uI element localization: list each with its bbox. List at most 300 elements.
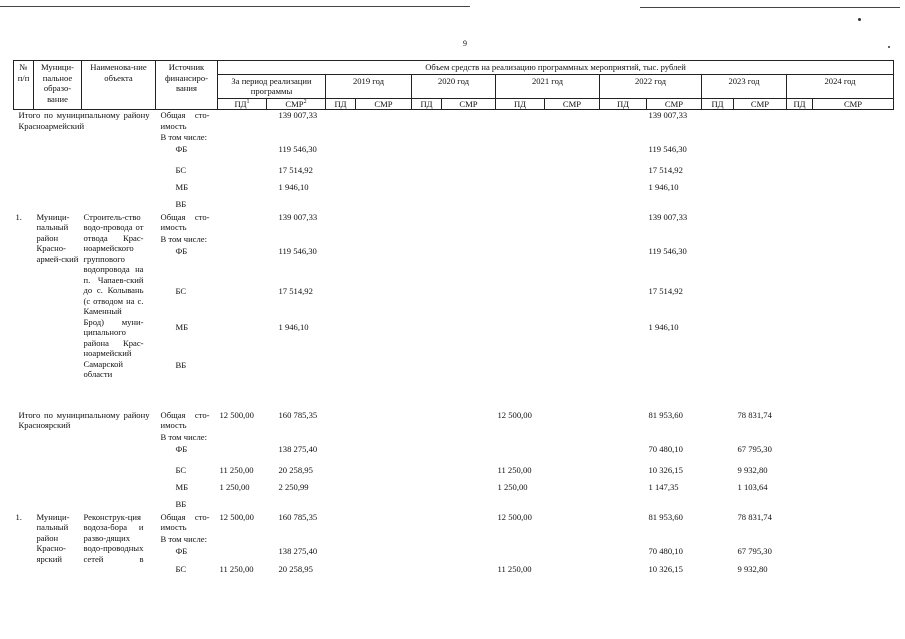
value-empty	[545, 512, 600, 534]
value-empty	[702, 165, 734, 182]
value-2022-smr: 1 946,10	[648, 321, 679, 332]
value-empty	[326, 199, 356, 212]
value-empty	[600, 144, 647, 165]
value-period-smr	[267, 360, 326, 410]
financing-source: ВБ	[175, 498, 187, 509]
table-row	[14, 512, 894, 534]
value-empty	[600, 410, 647, 432]
value-empty	[600, 546, 647, 564]
header-volume: Объем средств на реализацию программных мероприятий, тыс. рублей	[218, 61, 894, 75]
financing-source: БС	[175, 464, 187, 475]
value-empty	[813, 512, 894, 534]
value-period-pd	[218, 286, 267, 322]
value-2021-pd	[496, 182, 545, 199]
value-2023-smr	[734, 322, 787, 360]
value-2023-smr	[734, 499, 787, 512]
value-empty	[326, 182, 356, 199]
value-empty	[600, 110, 647, 132]
value-period-pd	[218, 182, 267, 199]
header-object-name: Наименова-ние объекта	[82, 61, 156, 110]
value-empty	[787, 465, 813, 482]
header-smr: СМР	[647, 98, 702, 110]
value-empty	[412, 144, 442, 165]
value-empty	[442, 546, 496, 564]
value-empty	[600, 482, 647, 499]
value-empty	[545, 246, 600, 286]
value-2021-pd	[496, 199, 545, 212]
value-period-pd	[218, 322, 267, 360]
value-empty	[787, 110, 813, 132]
value-empty	[787, 212, 813, 234]
value-empty	[442, 512, 496, 534]
value-empty	[813, 482, 894, 499]
item-number: 1.	[15, 511, 22, 522]
value-empty	[787, 182, 813, 199]
value-empty	[545, 360, 600, 410]
value-2023-smr	[734, 360, 787, 410]
value-empty	[442, 144, 496, 165]
value-empty	[813, 360, 894, 410]
value-empty	[813, 110, 894, 132]
value-2023-smr: 67 795,30	[737, 545, 772, 556]
value-2023-smr	[734, 212, 787, 234]
value-period-pd	[218, 499, 267, 512]
header-year: 2022 год	[600, 74, 702, 98]
table-row	[14, 110, 894, 132]
financing-source: БС	[175, 563, 187, 574]
value-empty	[787, 410, 813, 432]
value-2023-smr: 1 103,64	[737, 481, 768, 492]
value-period-pd	[218, 144, 267, 165]
value-period-smr: 20 258,95	[278, 563, 313, 574]
value-empty	[442, 322, 496, 360]
value-empty	[356, 482, 412, 499]
value-empty	[412, 110, 442, 132]
header-year: 2019 год	[326, 74, 412, 98]
top-edge-line-right	[640, 7, 900, 8]
value-period-pd: 1 250,00	[219, 481, 250, 492]
value-empty	[545, 212, 600, 234]
value-empty	[545, 465, 600, 482]
table-header	[14, 61, 894, 110]
value-empty	[545, 322, 600, 360]
financing-source-subheader: В том числе:	[160, 131, 207, 142]
header-year: 2020 год	[412, 74, 496, 98]
value-empty	[787, 564, 813, 584]
value-empty	[412, 286, 442, 322]
value-empty	[787, 199, 813, 212]
financing-source: Общая сто-имость	[160, 511, 210, 532]
financing-source: МБ	[175, 181, 189, 192]
value-empty	[545, 410, 600, 432]
financing-source: Общая сто-имость	[160, 211, 210, 232]
value-empty	[356, 199, 412, 212]
financing-source: ВБ	[175, 198, 187, 209]
program-funding-table	[13, 60, 894, 584]
value-empty	[787, 512, 813, 534]
value-empty	[702, 322, 734, 360]
value-empty	[545, 165, 600, 182]
value-empty	[545, 546, 600, 564]
value-2021-pd: 1 250,00	[497, 481, 528, 492]
value-period-pd	[218, 360, 267, 410]
value-empty	[326, 286, 356, 322]
municipal-total-label: Итого по муниципальному району Красноармейский	[18, 110, 150, 131]
value-empty	[813, 144, 894, 165]
value-2021-pd	[496, 246, 545, 286]
value-period-smr: 139 007,33	[278, 110, 318, 120]
value-2023-smr	[734, 246, 787, 286]
value-2021-pd: 11 250,00	[497, 464, 532, 475]
value-2023-smr	[734, 182, 787, 199]
financing-source-subheader: В том числе:	[160, 233, 207, 244]
top-edge-line	[0, 6, 470, 7]
value-empty	[326, 360, 356, 410]
value-empty	[356, 546, 412, 564]
value-empty	[326, 410, 356, 432]
value-empty	[442, 360, 496, 410]
value-2022-smr: 70 480,10	[648, 443, 683, 454]
header-smr: СМР	[545, 98, 600, 110]
value-empty	[813, 246, 894, 286]
value-empty	[442, 465, 496, 482]
value-empty	[412, 564, 442, 584]
value-empty	[813, 546, 894, 564]
value-empty	[545, 482, 600, 499]
header-municipality: Муници-пальное образо-вание	[34, 61, 82, 110]
value-empty	[787, 546, 813, 564]
value-2021-pd	[496, 144, 545, 165]
value-empty	[412, 444, 442, 465]
value-2023-smr: 9 932,80	[737, 563, 768, 574]
value-2022-smr: 81 953,60	[648, 511, 683, 522]
financing-source: ФБ	[175, 443, 188, 454]
value-empty	[545, 182, 600, 199]
value-empty	[600, 512, 647, 534]
value-empty	[702, 246, 734, 286]
value-period-smr: 119 546,30	[278, 143, 317, 154]
financing-source: Общая сто-имость	[160, 110, 210, 131]
value-empty	[787, 482, 813, 499]
value-period-smr: 138 275,40	[278, 443, 318, 454]
header-smr: СМР	[813, 98, 894, 110]
value-2022-smr: 10 326,15	[648, 563, 683, 574]
value-2021-pd	[496, 546, 545, 564]
value-period-pd: 12 500,00	[219, 409, 254, 420]
header-period: За период реализации программы	[218, 74, 326, 98]
value-empty	[600, 499, 647, 512]
value-empty	[813, 165, 894, 182]
value-period-pd	[218, 110, 267, 132]
value-empty	[702, 360, 734, 410]
financing-source: ФБ	[175, 143, 188, 154]
municipality-name: Муници-пальный район Красно-ярский	[36, 511, 70, 564]
header-year: 2023 год	[702, 74, 787, 98]
value-empty	[600, 465, 647, 482]
value-empty	[326, 482, 356, 499]
header-pd: ПД	[412, 98, 442, 110]
value-empty	[356, 564, 412, 584]
value-empty	[442, 110, 496, 132]
value-empty	[412, 410, 442, 432]
item-number: 1.	[15, 211, 22, 222]
value-2021-pd	[496, 322, 545, 360]
value-period-smr: 139 007,33	[278, 211, 318, 222]
value-empty	[545, 286, 600, 322]
value-empty	[412, 246, 442, 286]
financing-source-subheader: В том числе:	[160, 533, 207, 544]
value-empty	[326, 499, 356, 512]
value-empty	[326, 144, 356, 165]
value-empty	[787, 360, 813, 410]
value-2022-smr: 10 326,15	[648, 464, 683, 475]
value-2023-smr: 78 831,74	[737, 409, 772, 420]
value-empty	[813, 564, 894, 584]
municipality-name: Муници-пальный район Красно-армей-ский	[36, 211, 79, 264]
value-2022-smr: 1 147,35	[648, 481, 679, 492]
value-empty	[442, 482, 496, 499]
value-empty	[442, 182, 496, 199]
value-empty	[600, 199, 647, 212]
value-period-pd: 11 250,00	[219, 464, 254, 475]
value-period-smr: 1 946,10	[278, 321, 309, 332]
financing-source: ВБ	[175, 359, 187, 370]
value-empty	[702, 499, 734, 512]
value-empty	[787, 165, 813, 182]
value-2022-smr: 70 480,10	[648, 545, 683, 556]
value-period-smr: 160 785,35	[278, 409, 318, 420]
value-empty	[356, 410, 412, 432]
value-empty	[787, 322, 813, 360]
value-empty	[356, 212, 412, 234]
value-empty	[702, 444, 734, 465]
value-empty	[412, 465, 442, 482]
value-empty	[442, 246, 496, 286]
value-empty	[787, 144, 813, 165]
value-2023-smr	[734, 165, 787, 182]
value-empty	[412, 546, 442, 564]
value-empty	[326, 212, 356, 234]
header-smr: СМР	[734, 98, 787, 110]
value-2022-smr: 1 946,10	[648, 181, 679, 192]
financing-source: МБ	[175, 481, 189, 492]
value-2023-smr	[734, 144, 787, 165]
value-empty	[326, 165, 356, 182]
value-2022-smr: 139 007,33	[648, 211, 688, 222]
value-empty	[442, 286, 496, 322]
value-empty	[600, 564, 647, 584]
value-empty	[702, 144, 734, 165]
value-period-pd	[218, 165, 267, 182]
value-period-smr: 119 546,30	[278, 245, 317, 256]
financing-source: БС	[175, 164, 187, 175]
value-period-pd	[218, 444, 267, 465]
header-pd: ПД	[600, 98, 647, 110]
value-2022-smr: 81 953,60	[648, 409, 683, 420]
value-empty	[600, 286, 647, 322]
value-empty	[442, 410, 496, 432]
header-source: Источник финансиро-вания	[156, 61, 218, 110]
value-empty	[326, 246, 356, 286]
page-number: 9	[463, 39, 467, 48]
value-empty	[787, 444, 813, 465]
table-row	[14, 410, 894, 432]
scan-mark-dot	[888, 46, 890, 48]
value-empty	[326, 512, 356, 534]
value-empty	[813, 499, 894, 512]
value-2022-smr	[647, 199, 702, 212]
value-empty	[600, 212, 647, 234]
value-empty	[545, 564, 600, 584]
header-pd: ПД	[702, 98, 734, 110]
value-2021-pd	[496, 110, 545, 132]
value-2023-smr: 9 932,80	[737, 464, 768, 475]
value-empty	[702, 410, 734, 432]
value-empty	[702, 110, 734, 132]
value-2021-pd	[496, 360, 545, 410]
value-empty	[356, 246, 412, 286]
header-pd: ПД	[496, 98, 545, 110]
value-empty	[356, 322, 412, 360]
value-empty	[326, 444, 356, 465]
value-2023-smr: 67 795,30	[737, 443, 772, 454]
value-empty	[600, 182, 647, 199]
value-period-pd: 11 250,00	[219, 563, 254, 574]
value-2021-pd	[496, 499, 545, 512]
value-2022-smr: 17 514,92	[648, 164, 683, 175]
value-empty	[356, 512, 412, 534]
value-empty	[326, 110, 356, 132]
value-empty	[545, 110, 600, 132]
financing-source: БС	[175, 285, 187, 296]
value-empty	[356, 465, 412, 482]
value-empty	[787, 246, 813, 286]
value-2023-smr	[734, 199, 787, 212]
value-empty	[412, 165, 442, 182]
value-empty	[412, 482, 442, 499]
value-empty	[356, 444, 412, 465]
value-2022-smr: 17 514,92	[648, 285, 683, 296]
header-smr: СМР	[356, 98, 412, 110]
value-2022-smr: 119 546,30	[648, 245, 687, 256]
value-empty	[326, 465, 356, 482]
value-period-smr: 2 250,99	[278, 481, 309, 492]
value-empty	[787, 286, 813, 322]
value-period-pd	[218, 199, 267, 212]
header-year: 2024 год	[787, 74, 894, 98]
value-2022-smr: 119 546,30	[648, 143, 687, 154]
header-pd: ПД	[326, 98, 356, 110]
value-empty	[442, 499, 496, 512]
value-empty	[356, 182, 412, 199]
value-empty	[600, 246, 647, 286]
value-empty	[813, 199, 894, 212]
value-empty	[813, 465, 894, 482]
value-empty	[787, 499, 813, 512]
value-2022-smr	[647, 360, 702, 410]
value-2021-pd	[496, 212, 545, 234]
value-empty	[326, 564, 356, 584]
value-empty	[813, 322, 894, 360]
value-empty	[356, 360, 412, 410]
value-empty	[356, 144, 412, 165]
value-empty	[412, 212, 442, 234]
value-empty	[813, 444, 894, 465]
value-period-smr: 138 275,40	[278, 545, 318, 556]
header-pd: ПД	[787, 98, 813, 110]
value-empty	[702, 564, 734, 584]
value-empty	[545, 444, 600, 465]
value-period-pd: 12 500,00	[219, 511, 254, 522]
value-empty	[702, 212, 734, 234]
value-period-pd	[218, 212, 267, 234]
value-period-smr: 17 514,92	[278, 285, 313, 296]
value-empty	[442, 212, 496, 234]
value-period-smr: 1 946,10	[278, 181, 309, 192]
header-year: 2021 год	[496, 74, 600, 98]
object-name: Строитель-ство водо-провода от отвода Крас-ноармейского группового водопровода на п. Чапаев-ский до с. Колывань (с отводом на с. Каменный Брод) муни-ципального района Крас-ноармейский Самарской области	[83, 211, 144, 379]
value-empty	[813, 286, 894, 322]
financing-source: МБ	[175, 321, 189, 332]
value-empty	[545, 144, 600, 165]
value-empty	[702, 482, 734, 499]
value-empty	[412, 182, 442, 199]
value-2023-smr	[734, 110, 787, 132]
value-empty	[356, 165, 412, 182]
value-empty	[813, 182, 894, 199]
municipal-total-label: Итого по муниципальному району Красноярский	[18, 409, 150, 430]
table-row	[14, 212, 894, 234]
value-period-smr: 160 785,35	[278, 511, 318, 522]
value-empty	[442, 564, 496, 584]
value-empty	[813, 212, 894, 234]
value-2021-pd: 12 500,00	[497, 511, 532, 522]
financing-source: ФБ	[175, 245, 188, 256]
value-2022-smr	[647, 499, 702, 512]
financing-source: Общая сто-имость	[160, 409, 210, 430]
financing-source-subheader: В том числе:	[160, 431, 207, 442]
value-2023-smr	[734, 286, 787, 322]
value-empty	[356, 110, 412, 132]
value-empty	[412, 322, 442, 360]
value-empty	[442, 199, 496, 212]
value-empty	[702, 199, 734, 212]
value-period-smr: 17 514,92	[278, 164, 313, 175]
value-empty	[412, 360, 442, 410]
value-2021-pd	[496, 444, 545, 465]
value-empty	[600, 165, 647, 182]
scan-mark-dot	[858, 18, 861, 21]
value-2021-pd	[496, 165, 545, 182]
value-empty	[600, 322, 647, 360]
value-empty	[326, 322, 356, 360]
value-empty	[702, 182, 734, 199]
value-period-smr	[267, 199, 326, 212]
value-empty	[545, 199, 600, 212]
value-period-pd	[218, 546, 267, 564]
value-empty	[600, 444, 647, 465]
value-empty	[442, 165, 496, 182]
value-period-smr: 20 258,95	[278, 464, 313, 475]
value-empty	[600, 360, 647, 410]
value-empty	[545, 499, 600, 512]
header-smr: СМР	[442, 98, 496, 110]
value-2021-pd: 12 500,00	[497, 409, 532, 420]
value-2021-pd: 11 250,00	[497, 563, 532, 574]
value-empty	[702, 546, 734, 564]
value-empty	[412, 499, 442, 512]
value-empty	[813, 410, 894, 432]
